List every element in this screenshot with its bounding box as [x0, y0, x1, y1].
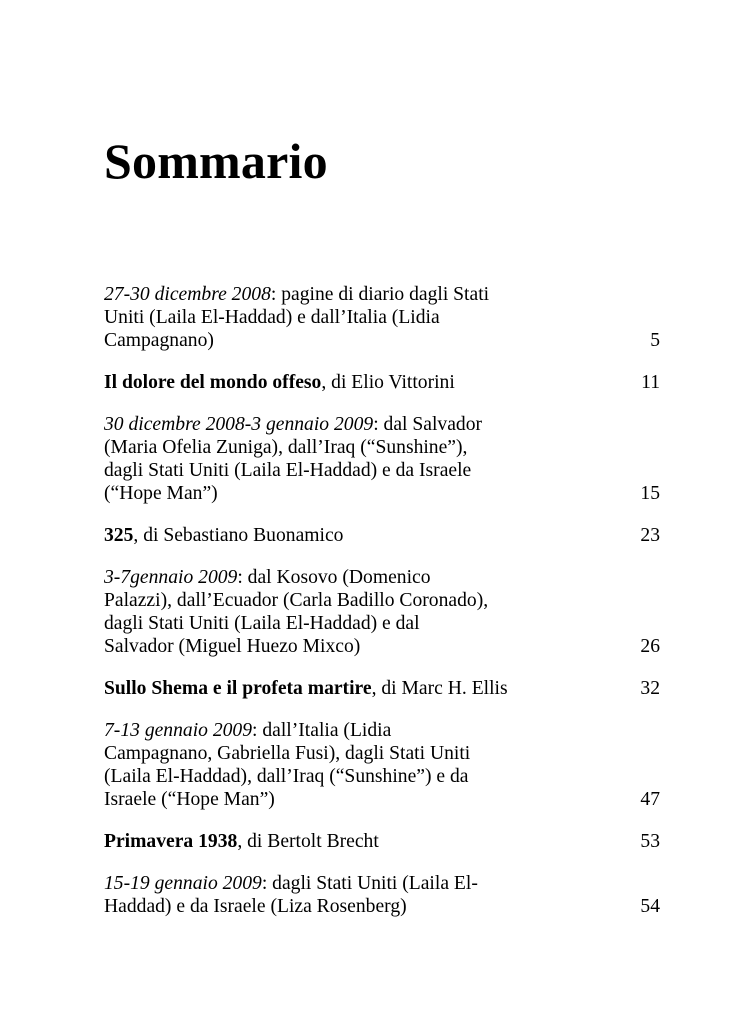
table-of-contents — [104, 283, 660, 918]
toc-entry-text — [104, 524, 584, 547]
toc-entry — [104, 677, 660, 700]
toc-entry — [104, 719, 660, 811]
toc-page-number: 26 — [640, 636, 660, 657]
page-title: Sommario — [104, 133, 328, 189]
toc-page-number: 23 — [640, 525, 660, 546]
toc-entry-text — [104, 413, 494, 505]
toc-entry-text — [104, 371, 584, 394]
toc-entry — [104, 566, 660, 658]
toc-page-number: 32 — [640, 678, 660, 699]
toc-entry — [104, 830, 660, 853]
toc-entry-date: 3-7gennaio 2009 — [104, 567, 238, 588]
toc-entry-title: Il dolore del mondo offeso — [104, 372, 322, 393]
toc-entry-text — [104, 283, 494, 352]
toc-entry-title: Primavera 1938 — [104, 831, 238, 852]
toc-entry-description: : dagli Stati Uniti (Laila El-Haddad) e da Israele (Liza Rosenberg) — [104, 873, 478, 917]
toc-page-number: 47 — [640, 789, 660, 810]
toc-entry — [104, 872, 660, 918]
toc-entry-date: 27-30 dicembre 2008 — [104, 284, 271, 305]
toc-entry-text — [104, 872, 494, 918]
toc-entry-description: : pagine di diario dagli Stati Uniti (Laila El-Haddad) e dall’Italia (Lidia Campagnano) — [104, 284, 490, 351]
toc-page-number: 54 — [640, 896, 660, 917]
toc-entry-author: , di Bertolt Brecht — [237, 831, 379, 852]
toc-entry-text — [104, 677, 584, 700]
toc-page-number: 5 — [650, 330, 660, 351]
toc-entry-author: , di Marc H. Ellis — [371, 678, 508, 699]
toc-page-number: 53 — [640, 831, 660, 852]
toc-entry-title: Sullo Shema e il profeta martire — [104, 678, 372, 699]
toc-entry-author: , di Elio Vittorini — [321, 372, 455, 393]
toc-entry — [104, 524, 660, 547]
toc-entry-date: 7-13 gennaio 2009 — [104, 720, 253, 741]
toc-entry-date: 30 dicembre 2008-3 gennaio 2009 — [104, 414, 374, 435]
toc-entry — [104, 283, 660, 352]
toc-entry — [104, 371, 660, 394]
toc-page-number: 11 — [641, 372, 660, 393]
toc-entry-description: : dal Kosovo (Domenico Palazzi), dall’Ecuador (Carla Badillo Coronado), dagli Stati Uniti (Laila El-Haddad) e dal Salvador (Miguel Huezo Mixco) — [104, 567, 489, 657]
toc-entry-text — [104, 566, 494, 658]
toc-entry-text — [104, 830, 584, 853]
toc-page-number: 15 — [640, 483, 660, 504]
toc-entry-description: : dall’Italia (Lidia Campagnano, Gabriella Fusi), dagli Stati Uniti (Laila El-Haddad), dall’Iraq (“Sunshine”) e da Israele (“Hope Man”) — [104, 720, 471, 810]
toc-entry-date: 15-19 gennaio 2009 — [104, 873, 262, 894]
toc-entry-text — [104, 719, 494, 811]
toc-entry — [104, 413, 660, 505]
toc-entry-title: 325 — [104, 525, 134, 546]
toc-entry-author: , di Sebastiano Buonamico — [133, 525, 344, 546]
toc-entry-description: : dal Salvador (Maria Ofelia Zuniga), dall’Iraq (“Sunshine”), dagli Stati Uniti (Laila El-Haddad) e da Israele (“Hope Man”) — [104, 414, 483, 504]
